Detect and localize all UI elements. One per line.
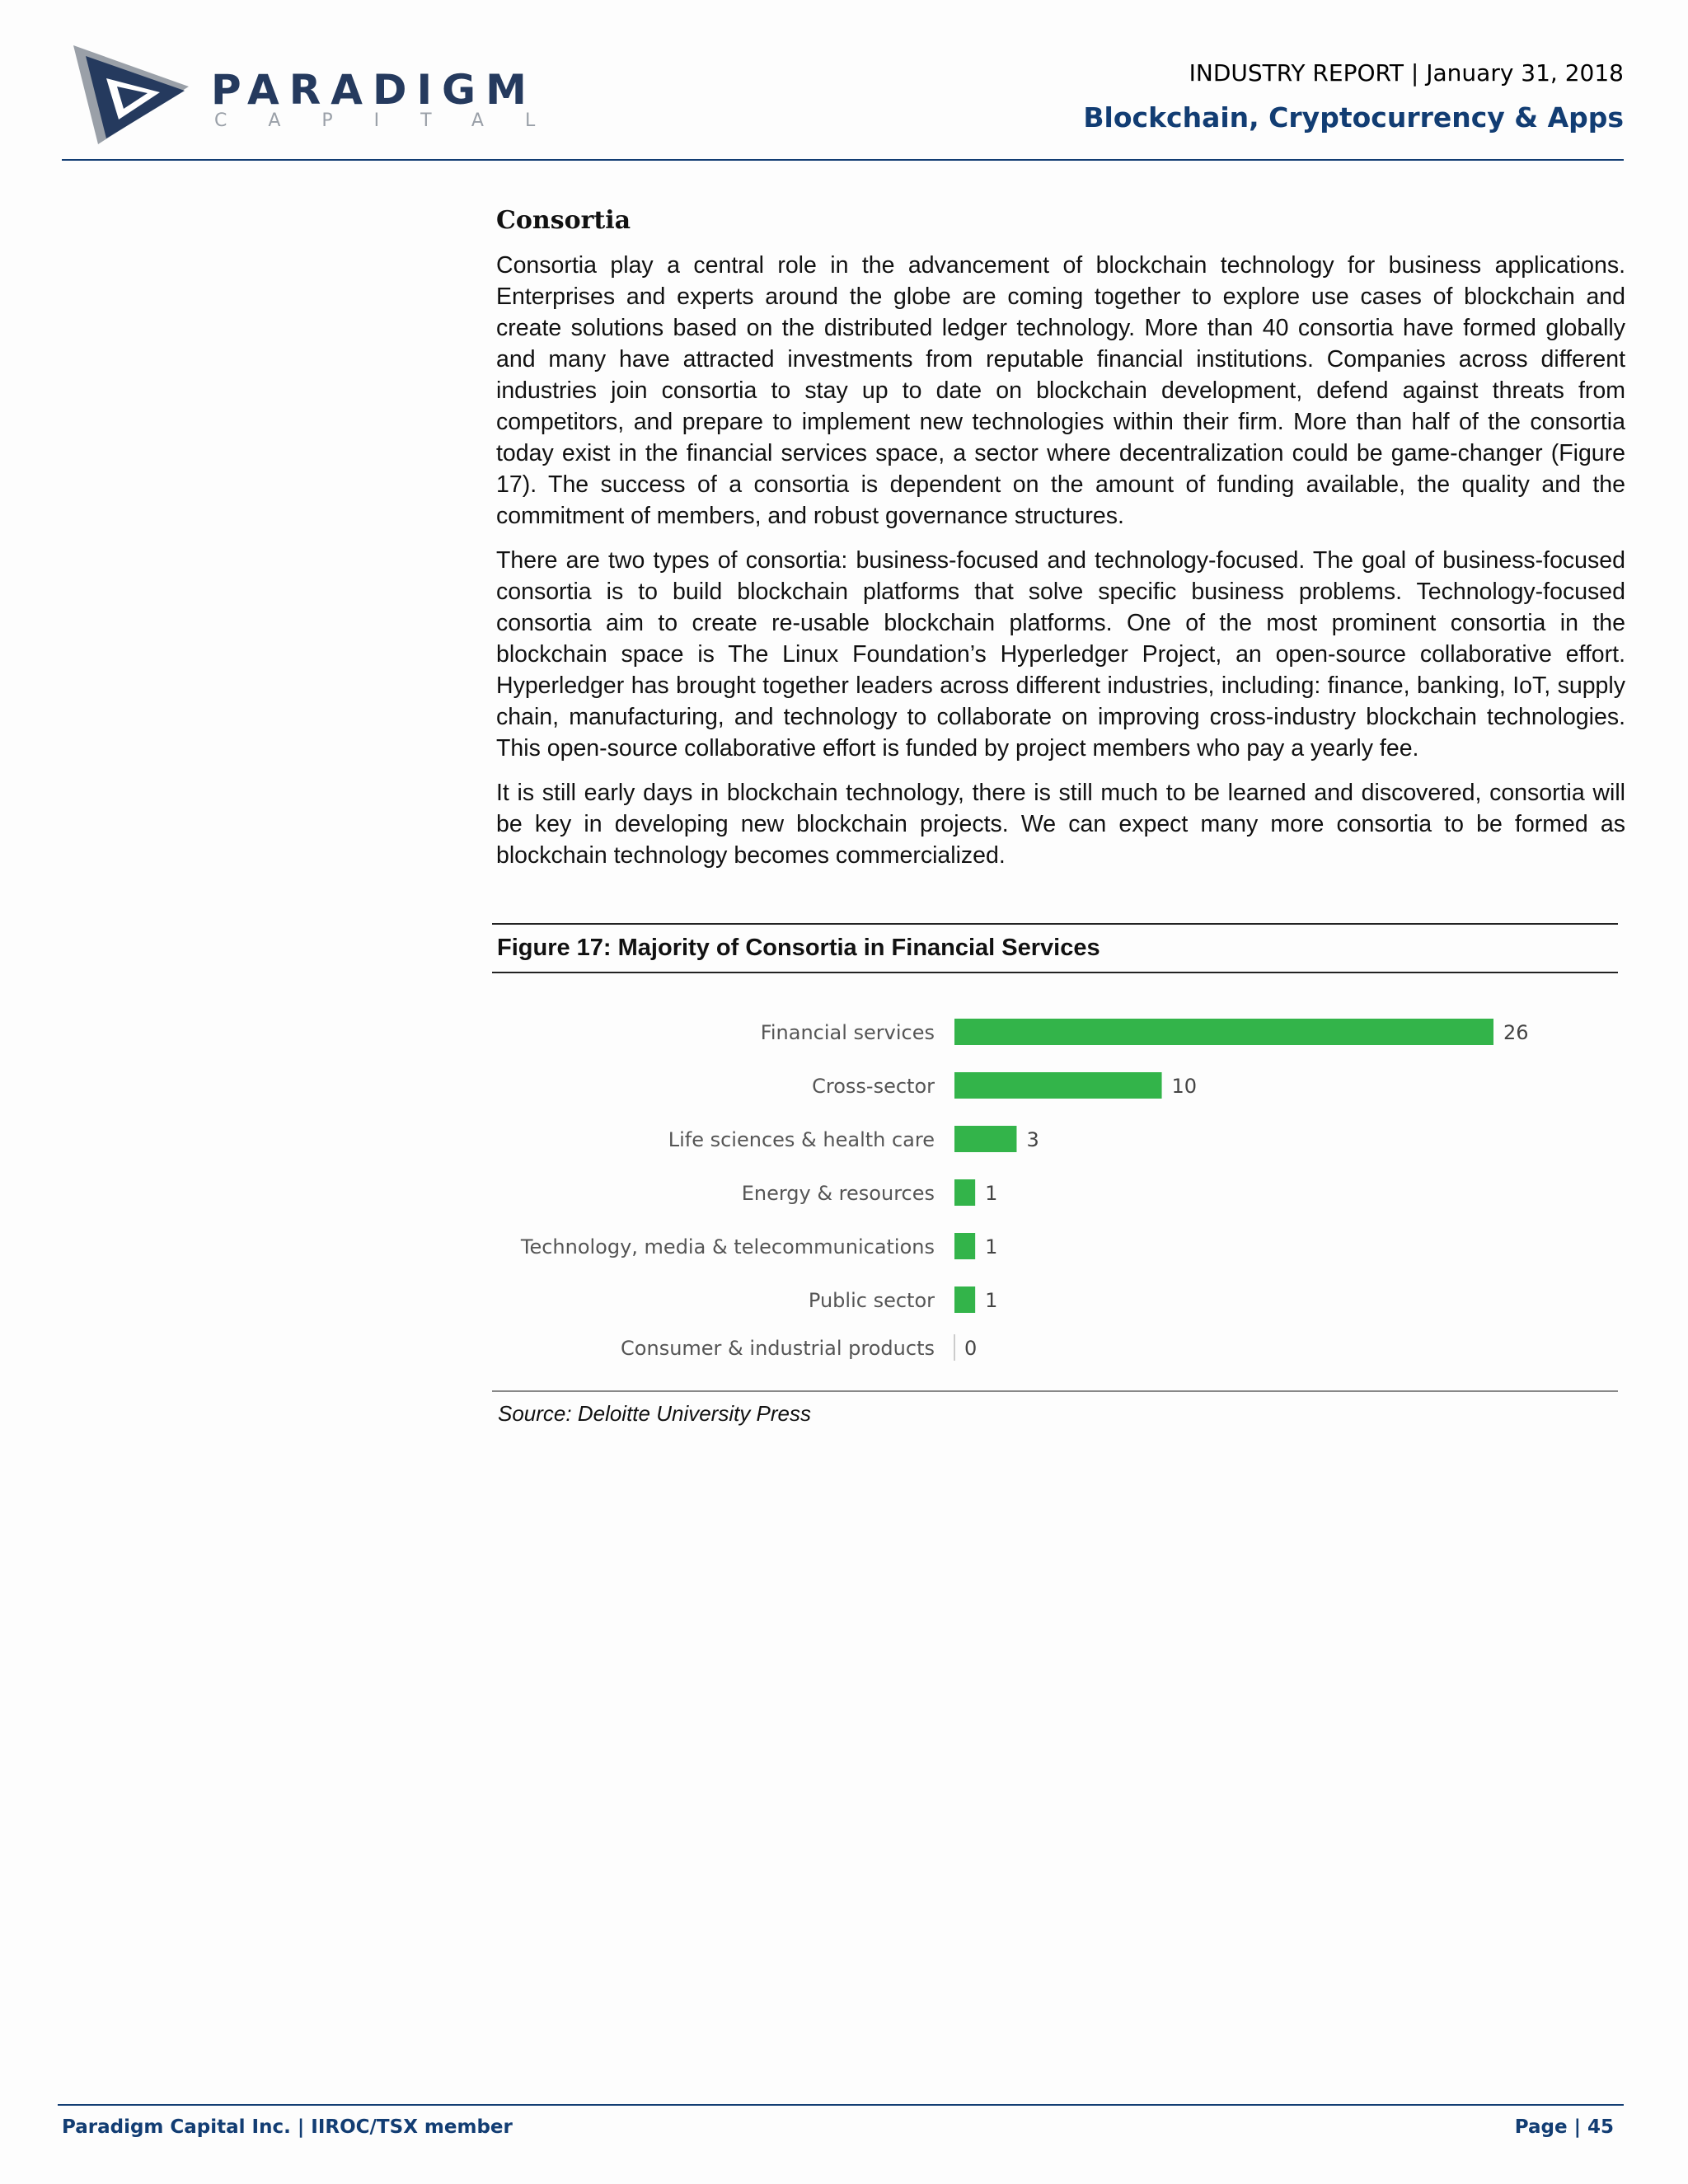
category-label: Consumer & industrial products	[621, 1337, 935, 1360]
paragraph-2: There are two types of consortia: business-focused and technology-focused. The goal of business-focused consortia is to build blockchain platforms that solve specific business problems. Technology-focused consortia aim to create re-usable blockchain platforms. One of the most prominent consortia in the blockchain space is The Linux Foundation’s Hyperledger Project, an open-source collaborative effort. Hyperledger has brought together leaders across different industries, including: finance, banking, IoT, supply chain, manufacturing, and technology to collaborate on improving cross-industry blockchain technologies. This open-source collaborative effort is funded by project members who pay a yearly fee.	[496, 547, 1625, 762]
paragraph-1: Consortia play a central role in the advancement of blockchain technology for business applications. Enterprises and experts around the globe are coming together to explore use cases of blockchain and create solutions based on the distributed ledger technology. More than 40 consortia have formed globally and many have attracted investments from reputable financial institutions. Companies across different industries join consortia to stay up to date on blockchain development, defend against threats from competitors, and prepare to implement new technologies within their firm. More than half of the consortia today exist in the financial services space, a sector where decentralization could be game-changer (Figure 17). The success of a consortia is dependent on the amount of funding available, the quality and the commitment of members, and robust governance structures.	[496, 252, 1625, 529]
figure-title: Figure 17: Majority of Consortia in Financial Services	[492, 923, 1618, 973]
bar	[954, 1072, 1162, 1099]
company-logo	[69, 41, 577, 157]
value-label: 1	[985, 1235, 998, 1258]
category-label: Public sector	[808, 1289, 935, 1312]
value-label: 3	[1026, 1128, 1039, 1151]
category-label: Energy & resources	[741, 1182, 935, 1205]
value-label: 1	[985, 1182, 998, 1205]
figure-chart	[492, 989, 1618, 1368]
bar	[954, 1233, 975, 1259]
category-label: Technology, media & telecommunications	[520, 1235, 935, 1258]
logo-subtitle: CAPITAL	[214, 110, 577, 131]
category-label: Financial services	[760, 1021, 935, 1044]
paragraph-3: It is still early days in blockchain technology, there is still much to be learned and discovered, consortia will be key in developing new blockchain projects. We can expect many more consortia to be formed as blockchain technology becomes commercialized.	[496, 780, 1625, 869]
category-label: Life sciences & health care	[668, 1128, 935, 1151]
value-label: 0	[964, 1337, 978, 1360]
bar	[954, 1286, 975, 1313]
bar-chart	[492, 989, 1618, 1368]
value-label: 10	[1171, 1075, 1198, 1098]
value-label: 26	[1503, 1021, 1529, 1044]
report-subject: Blockchain, Cryptocurrency & Apps	[1083, 101, 1624, 134]
figure-source: Source: Deloitte University Press	[498, 1401, 812, 1426]
report-header	[1083, 59, 1624, 134]
bar	[954, 1019, 1493, 1045]
logo-mark-icon	[69, 41, 201, 148]
bar	[954, 1126, 1016, 1152]
footer-page-number: Page | 45	[1514, 2116, 1614, 2138]
figure-divider	[492, 1390, 1618, 1392]
header-divider	[62, 159, 1624, 161]
category-label: Cross-sector	[812, 1075, 935, 1098]
logo-name: PARADIGM	[211, 66, 537, 114]
bar	[954, 1179, 975, 1206]
footer-divider	[58, 2104, 1624, 2106]
report-date-line: INDUSTRY REPORT | January 31, 2018	[1189, 59, 1624, 87]
section-heading: Consortia	[496, 206, 631, 235]
section-consortia	[496, 206, 1625, 884]
value-label: 1	[985, 1289, 998, 1312]
footer-company: Paradigm Capital Inc. | IIROC/TSX member	[62, 2116, 513, 2138]
